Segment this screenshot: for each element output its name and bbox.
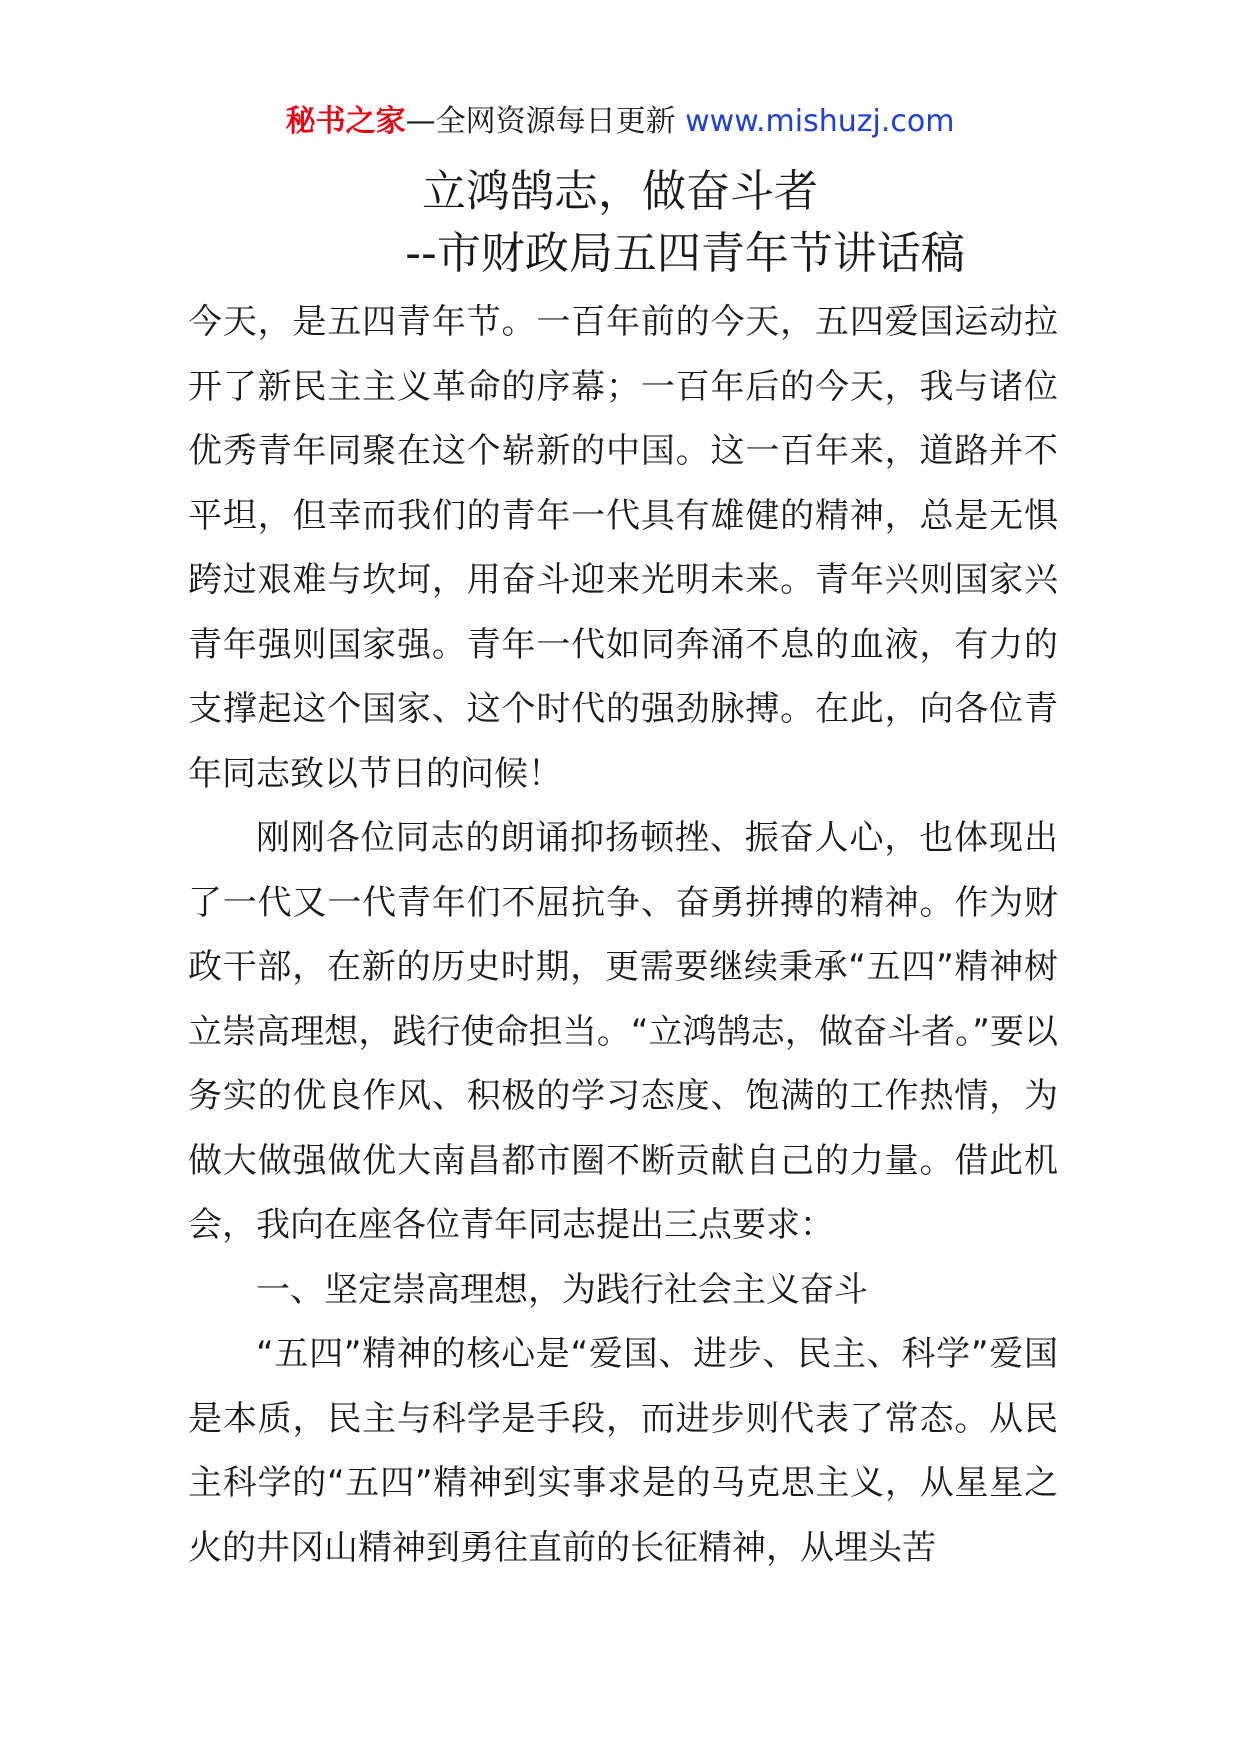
body-paragraph-3: “五四”精神的核心是“爱国、进步、民主、科学”爱国是本质，民主与科学是手段，而进步则代表了常态。从民主科学的“五四”精神到实事求是的马克思主义，从星星之火的井冈山精神到勇往直前的长征精神，从埋头苦 (188, 1334, 1058, 1568)
section-heading-1: 一、坚定崇高理想，为践行社会主义奋斗 (256, 1269, 868, 1310)
body-paragraph-1: 今天，是五四青年节。一百年前的今天，五四爱国运动拉开了新民主主义革命的序幕；一百年后的今天，我与诸位优秀青年同聚在这个崭新的中国。这一百年来，道路并不平坦，但幸而我们的青年一代具有雄健的精神，总是无惧跨过艰难与坎坷，用奋斗迎来光明未来。青年兴则国家兴青年强则国家强。青年一代如同奔涌不息的血液，有力的支撑起这个国家、这个时代的强劲脉搏。在此，向各位青年同志致以节日的问候！ (188, 302, 1058, 794)
document-title: 立鸿鹄志，做奋斗者 (422, 166, 818, 217)
document-subtitle: --市财政局五四青年节讲话稿 (405, 228, 965, 279)
site-url-link[interactable]: www.mishuzj.com (685, 104, 955, 139)
site-tagline: —全网资源每日更新 (405, 104, 676, 139)
body-paragraph-2: 刚刚各位同志的朗诵抑扬顿挫、振奋人心，也体现出了一代又一代青年们不屈抗争、奋勇拼搏的精神。作为财政干部，在新的历史时期，更需要继续秉承“五四”精神树立崇高理想，践行使命担当。“立鸿鹄志，做奋斗者。”要以务实的优良作风、积极的学习态度、饱满的工作热情，为做大做强做优大南昌都市圈不断贡献自己的力量。借此机会，我向在座各位青年同志提出三点要求： (188, 818, 1058, 1245)
site-brand: 秘书之家 (285, 104, 406, 139)
document-body (188, 290, 1058, 1580)
site-header (0, 100, 1240, 144)
